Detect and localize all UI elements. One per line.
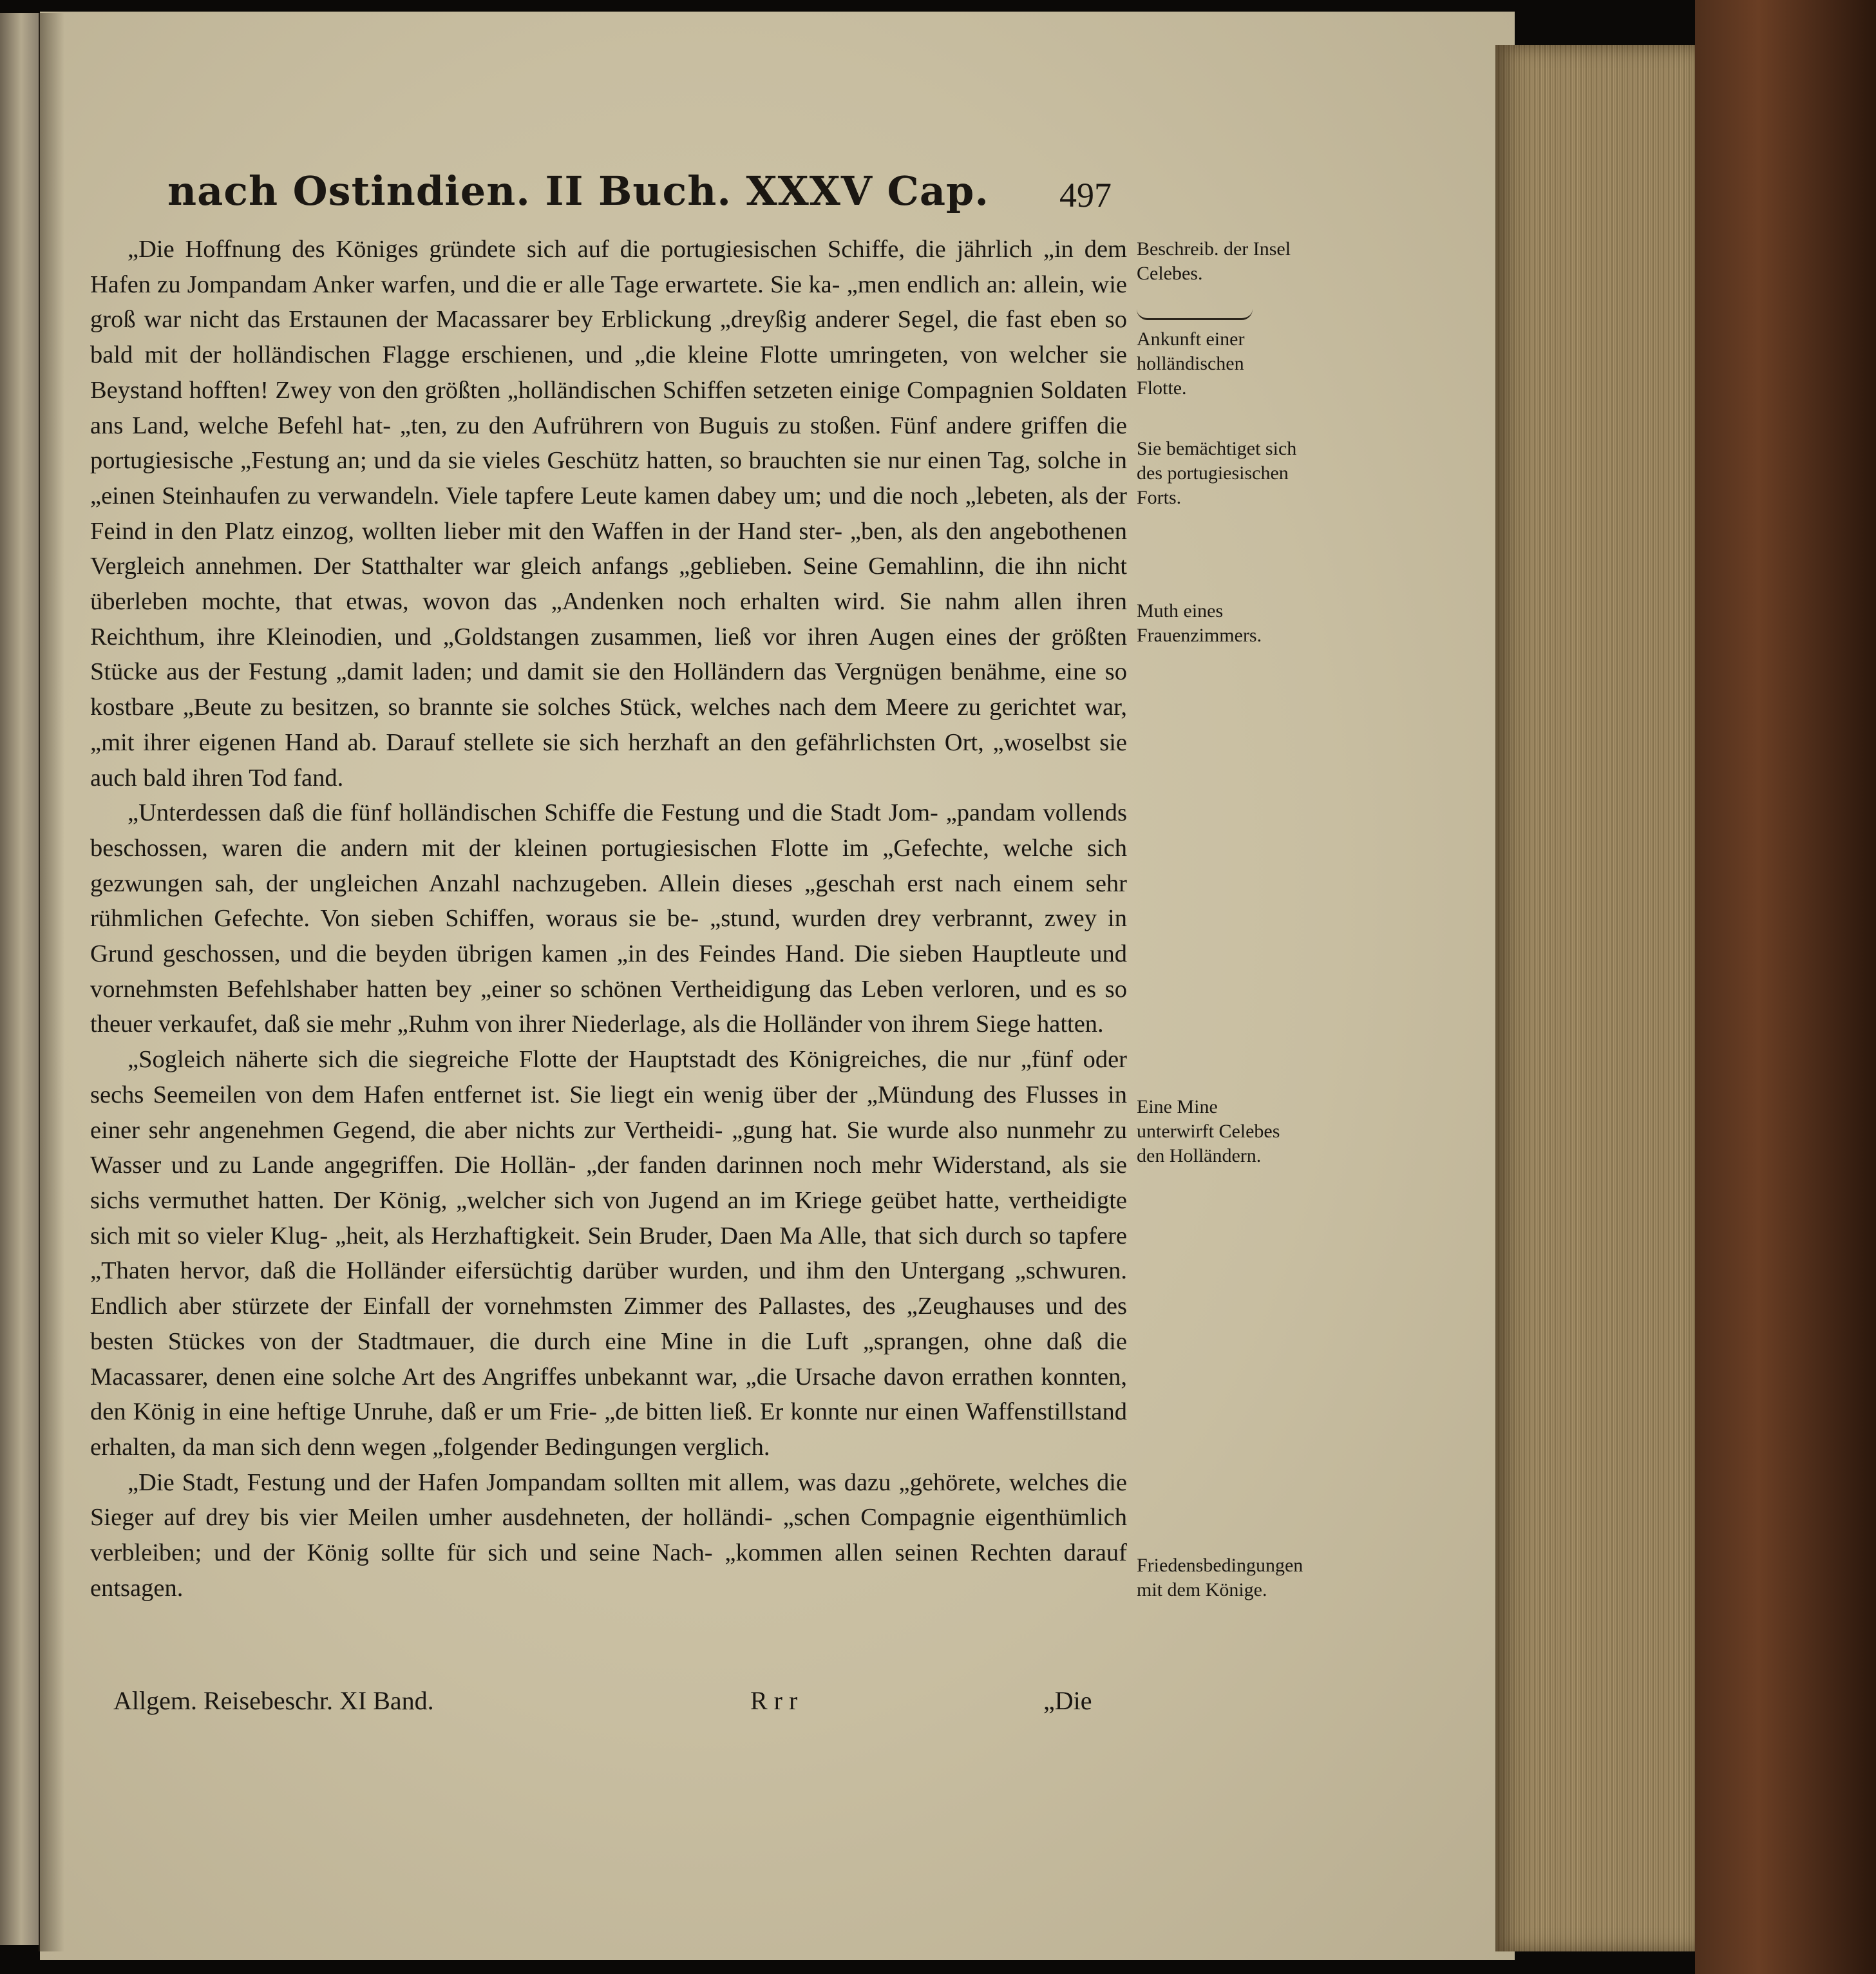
paragraph-1: „Die Hoffnung des Königes gründete sich auf die portugiesischen Schiffe, die jährlich „in dem Hafen zu Jompandam Anker warfen, und die er alle Tage erwartete. Sie ka- „men endlich an: allein, wie groß war nicht das Erstaunen der Macassarer bey Erblickung „dreyßig anderer Segel, die fast eben so bald mit der holländischen Flagge erschienen, und „die kleine Flotte umringeten, von welcher sie Beystand hofften! Zwey von den größten „holländischen Schiffen setzeten einige Compagnien Soldaten ans Land, welche Befehl hat- „ten, zu den Aufrührern von Buguis zu stoßen. Fünf andere griffen die portugiesische „Festung an; und da sie vieles Geschütz hatten, so brauchten sie nur einen Tag, solche in „einen Steinhaufen zu verwandeln. Viele tapfere Leute kamen dabey um; und die noch „lebeten, als der Feind in den Platz einzog, wollten lieber mit den Waffen in der Hand ster- „ben, als den angebothenen Vergleich annehmen. Der Statthalter war gleich anfangs „geblieben. Seine Gemahlinn, die ihn nicht überleben mochte, that etwas, wovon das „Andenken noch erhalten wird. Sie nahm allen ihren Reichthum, ihre Kleinodien, und „Goldstangen zusammen, ließ vor ihren Augen eines der größten Stücke aus der Festung „damit laden; und damit sie den Holländern das Vergnügen benähme, eine so kostbare „Beute zu besitzen, so brannte sie solches Stück, welches nach dem Meere zu gerichtet war, „mit ihrer eigenen Hand ab. Darauf stellete sie sich herzhaft an den gefährlichsten Ort, „woselbst sie auch bald ihren Tod fand. [90,236,1127,792]
paragraph-3: „Sogleich näherte sich die siegreiche Flotte der Hauptstadt des Königreiches, die nur „fünf oder sechs Seemeilen von dem Hafen entfernet ist. Sie liegt ein wenig über der „Mündung des Flusses in einer sehr angenehmen Gegend, die aber nichts zur Vertheidi- „gung hat. Sie wurde also nunmehr zu Wasser und zu Lande angegriffen. Die Hollän- „der fanden darinnen noch mehr Widerstand, als sie sichs vermuthet hatten. Der König, „welcher sich von Jugend an im Kriege geübet hatte, vertheidigte sich mit so vieler Klug- „heit, als Herzhaftigkeit. Sein Bruder, Daen Ma Alle, that sich durch so tapfere „Thaten hervor, daß die Holländer eifersüchtig darüber wurden, und ihm den Untergang „schwuren. Endlich aber stürzete der Einfall der vornehmsten Zimmer des Pallastes, des „Zeughauses und des besten Stückes von der Stadtmauer, die durch eine Mine in die Luft „sprangen, ohne daß die Macassarer, denen eine solche Art des Angriffes unbekannt war, „die Ursache davon errathen konnten, den König in eine heftige Unruhe, daß er um Frie- „de bitten ließ. Er konnte nur einen Waffenstillstand erhalten, da man sich denn wegen „folgender Bedingungen verglich. [90,1046,1127,1461]
margin-note-4: Muth eines Frauenzimmers. [1137,600,1262,646]
margin-note-2: Ankunft einer holländischen Flotte. [1137,328,1245,399]
gutter-shadow [39,13,64,1951]
page-footer [90,1685,1127,1724]
margin-note-6: Friedensbedingungen mit dem Könige. [1137,1555,1303,1600]
paragraph-4: „Die Stadt, Festung und der Hafen Jompandam sollten mit allem, was dazu „gehörete, welches die Sieger auf drey bis vier Meilen umher ausdehneten, der holländi- „schen Compagnie eigenthümlich verbleiben; und der König sollte für sich und seine Nach- „kommen allen seinen Rechten darauf entsagen. [90,1468,1127,1602]
page-number: 497 [1059,176,1112,214]
page-block-edges [1495,45,1695,1951]
margin-note-3: Sie bemächtiget sich des portugiesischen Forts. [1137,438,1297,508]
margin-note-1: Beschreib. der Insel Celebes. [1137,238,1291,284]
running-title: nach Ostindien. II Buch. XXXV Cap. [167,167,989,214]
catchword: „Die [1043,1686,1092,1715]
facing-page-edge [0,13,39,1945]
margin-notes [1137,232,1303,1842]
margin-note-divider [1137,309,1253,320]
signature-mark: R r r [750,1686,798,1715]
leather-cover [1695,0,1876,1974]
page-content [90,161,1443,1939]
margin-note-5: Eine Mine unterwirft Celebes den Holländern. [1137,1096,1280,1166]
paragraph-2: „Unterdessen daß die fünf holländischen Schiffe die Festung und die Stadt Jom- „pandam vollends beschossen, waren die andern mit der kleinen portugiesischen Flotte im „Gefechte, welche sich gezwungen sah, der ungleichen Anzahl nachzugeben. Allein dieses „geschah erst nach einem sehr rühmlichen Gefechte. Von sieben Schiffen, woraus sie be- „stund, wurden drey verbrannt, zwey in Grund geschossen, und die beyden übrigen kamen „in des Feindes Hand. Die sieben Hauptleute und vornehmsten Befehlshaber hatten bey „einer so schönen Vertheidigung das Leben verloren, und es so theuer verkaufet, daß sie mehr „Ruhm von ihrer Niederlage, als die Holländer von ihrem Siege hatten. [90,799,1127,1038]
main-text [90,232,1127,1606]
series-title: Allgem. Reisebeschr. XI Band. [113,1686,434,1715]
running-header [90,161,1443,232]
